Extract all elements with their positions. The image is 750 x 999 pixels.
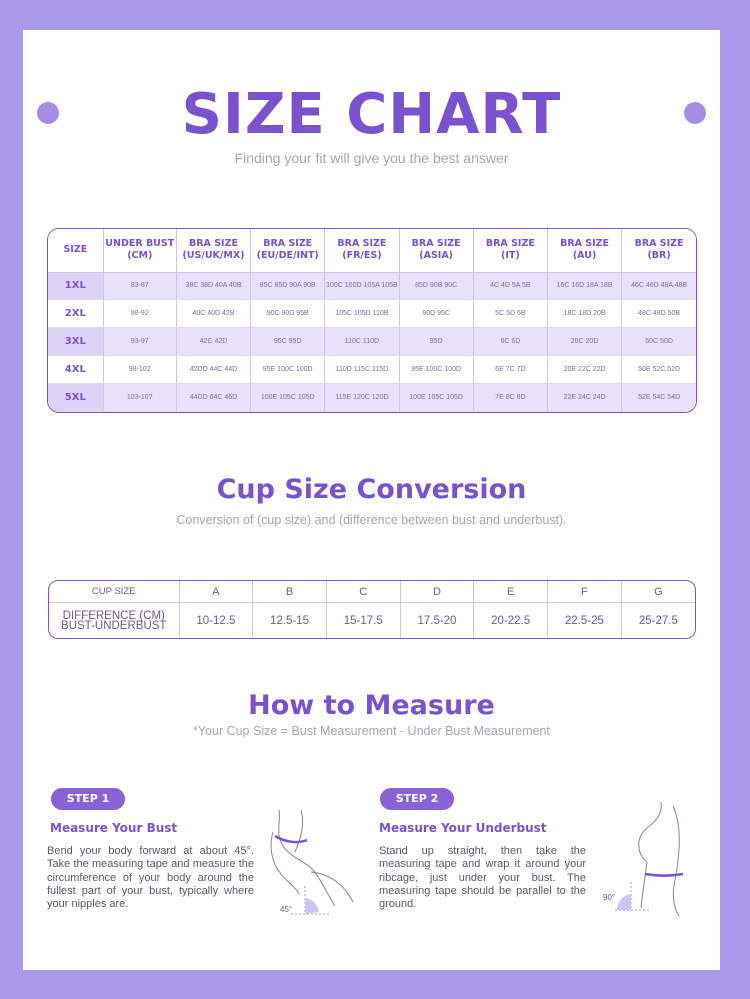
size-table-header-cell — [547, 229, 621, 272]
size-table-header — [48, 229, 696, 272]
size-value-cell: 7E 8C 8D — [473, 384, 547, 412]
step2-heading: Measure Your Underbust — [379, 821, 547, 835]
size-value-cell: 90D 95C — [399, 300, 473, 328]
cup-letter-cell: G — [621, 581, 695, 603]
size-value-cell: 90C 90D 95B — [251, 300, 325, 328]
size-table-header-cell — [103, 229, 176, 272]
cup-size-label: CUP SIZE — [49, 581, 179, 603]
size-value-cell: 48C 48D 50B — [622, 300, 696, 328]
size-value-cell: 98-102 — [103, 356, 176, 384]
size-value-cell: 38C 38D 40A 40B — [176, 272, 250, 300]
size-value-cell: 42DD 44C 44D — [176, 356, 250, 384]
cup-letter-cell: F — [548, 581, 622, 603]
size-value-cell: 22E 24C 24D — [547, 384, 621, 412]
size-value-cell: 100C 100D 105A 105B — [325, 272, 399, 300]
header-line: (BR) — [647, 250, 671, 262]
measure-section-subtitle: *Your Cup Size = Bust Measurement - Under Bust Measurement — [192, 724, 550, 738]
size-value-cell: 50C 50D — [622, 328, 696, 356]
size-label-cell: 2XL — [48, 300, 103, 328]
difference-value-cell: 20-22.5 — [474, 603, 548, 638]
size-value-cell: 110C 110D — [325, 328, 399, 356]
size-value-cell: 20C 20D — [547, 328, 621, 356]
header-line: BRA SIZE — [188, 238, 238, 250]
header-line: (US/UK/MX) — [182, 250, 245, 262]
table-row — [48, 272, 696, 300]
size-value-cell: 88-92 — [103, 300, 176, 328]
header-line: (CM) — [127, 250, 153, 262]
difference-value-cell: 12.5-15 — [253, 603, 327, 638]
header-line: UNDER BUST — [105, 238, 175, 250]
header-line: BRA SIZE — [485, 238, 535, 250]
size-table-header-cell — [325, 229, 399, 272]
size-value-cell: 20E 22C 22D — [547, 356, 621, 384]
stand-straight-illustration — [601, 798, 701, 918]
cup-size-row — [49, 581, 695, 603]
difference-label-line2: BUST-UNDERBUST — [61, 619, 167, 632]
size-table-header-cell — [176, 229, 250, 272]
header-line: (FR/ES) — [342, 250, 382, 262]
difference-value-cell: 22.5-25 — [548, 603, 622, 638]
bend-forward-illustration — [261, 802, 361, 922]
header-line: (EU/DE/INT) — [256, 250, 319, 262]
size-value-cell: 100E 105C 105D — [251, 384, 325, 412]
cup-section-subtitle: Conversion of (cup size) and (difference between bust and underbust). — [176, 513, 567, 527]
size-label-cell: 4XL — [48, 356, 103, 384]
step2-body: Stand up straight, then take the measuring tape and wrap it around your ribcage, just under your bust. The measuring tape should be parallel to the ground. — [379, 845, 586, 911]
size-value-cell: 18C 18D 20B — [547, 300, 621, 328]
difference-value-cell: 25-27.5 — [638, 614, 678, 627]
size-value-cell: 95E 100C 100D — [251, 356, 325, 384]
difference-value-cell: 10-12.5 — [179, 603, 253, 638]
cup-conversion-table — [48, 580, 696, 639]
difference-value-cell: 17.5-20 — [400, 603, 474, 638]
size-value-cell: 85D 90B 90C — [399, 272, 473, 300]
size-value-cell: 46C 46D 48A 48B — [622, 272, 696, 300]
size-value-cell: 5C 5D 6B — [473, 300, 547, 328]
step1-badge: STEP 1 — [51, 788, 125, 810]
header-line: (AU) — [572, 250, 597, 262]
size-label-cell: 1XL — [48, 272, 103, 300]
size-value-cell: 110D 115C 115D — [325, 356, 399, 384]
table-row — [48, 384, 696, 412]
difference-value-cell: 15-17.5 — [326, 603, 400, 638]
step1-body: Bend your body forward at about 45°. Take the measuring tape and measure the circumference of your body around the fullest part of your bust, typically where your nipples are. — [47, 845, 254, 911]
size-label-cell: 5XL — [48, 384, 103, 412]
header-line: BRA SIZE — [634, 238, 684, 250]
header-line: BRA SIZE — [263, 238, 313, 250]
page-subtitle: Finding your fit will give you the best answer — [234, 150, 509, 166]
table-row — [48, 356, 696, 384]
cup-section-title: Cup Size Conversion — [216, 474, 527, 505]
size-table-header-cell — [622, 229, 696, 272]
cup-letter-cell: A — [179, 581, 253, 603]
header-line: (ASIA) — [419, 250, 454, 262]
size-table — [47, 228, 697, 413]
size-value-cell: 50E 52C 52D — [622, 356, 696, 384]
difference-label — [49, 603, 179, 638]
size-value-cell: 95D — [399, 328, 473, 356]
header-line: BRA SIZE — [560, 238, 610, 250]
header-line: BRA SIZE — [411, 238, 461, 250]
size-value-cell: 85C 85D 90A 90B — [251, 272, 325, 300]
size-value-cell: 42C 42D — [176, 328, 250, 356]
difference-label-line1: DIFFERENCE (CM) — [62, 609, 165, 622]
measure-section-title: How to Measure — [248, 690, 495, 721]
header-line: BRA SIZE — [337, 238, 387, 250]
table-row — [48, 300, 696, 328]
step2-badge: STEP 2 — [380, 788, 454, 810]
size-value-cell: 4C 4D 5A 5B — [473, 272, 547, 300]
size-value-cell: 95C 95D — [251, 328, 325, 356]
size-value-cell: 44DD 64C 46D — [176, 384, 250, 412]
size-value-cell: 95E 100C 100D — [399, 356, 473, 384]
size-value-cell: 52E 54C 54D — [622, 384, 696, 412]
size-value-cell: 83-87 — [103, 272, 176, 300]
size-chart-card — [23, 30, 720, 970]
size-value-cell: 6E 7C 7D — [473, 356, 547, 384]
header-line: (IT) — [501, 250, 520, 262]
header-line: SIZE — [63, 244, 88, 256]
size-value-cell: 40C 40D 42B — [176, 300, 250, 328]
cup-letter-cell: B — [253, 581, 327, 603]
step1-angle-label: 45° — [280, 905, 293, 914]
size-value-cell: 6C 6D — [473, 328, 547, 356]
size-value-cell: 105C 105D 110B — [325, 300, 399, 328]
size-value-cell: 100E 105C 105D — [399, 384, 473, 412]
size-label-cell: 3XL — [48, 328, 103, 356]
step2-angle-label: 90° — [603, 893, 616, 902]
size-table-header-cell — [399, 229, 473, 272]
size-value-cell: 16C 16D 18A 18B — [547, 272, 621, 300]
cup-letter-cell: D — [400, 581, 474, 603]
size-value-cell: 115E 120C 120D — [325, 384, 399, 412]
table-row — [48, 328, 696, 356]
cup-letter-cell: C — [326, 581, 400, 603]
step1-heading: Measure Your Bust — [50, 821, 178, 835]
difference-row — [49, 603, 695, 638]
size-table-header-cell — [473, 229, 547, 272]
size-table-header-cell — [48, 229, 103, 272]
size-value-cell: 103-107 — [103, 384, 176, 412]
page-title: SIZE CHART — [181, 82, 562, 147]
size-table-header-cell — [251, 229, 325, 272]
cup-letter-cell: E — [474, 581, 548, 603]
size-value-cell: 93-97 — [103, 328, 176, 356]
